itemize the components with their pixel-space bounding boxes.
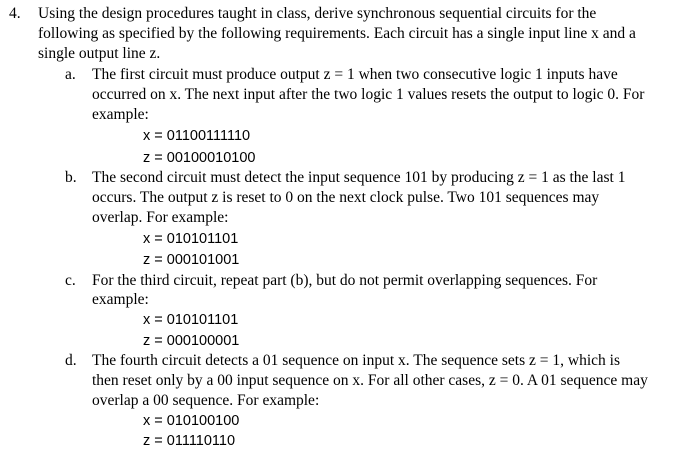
part-a-example-x: x = 01100111110 <box>143 128 251 144</box>
part-c-line-1: For the third circuit, repeat part (b), but do not permit overlapping sequences. For <box>92 272 598 289</box>
question-line-2: following as specified by the following requirements. Each circuit has a single input line x and a <box>38 25 636 42</box>
part-c-example-z: z = 000100001 <box>143 333 240 349</box>
part-d-line-2: then reset only by a 00 input sequence on x. For all other cases, z = 0. A 01 sequence may <box>92 372 648 389</box>
part-a-line-1: The first circuit must produce output z = 1 when two consecutive logic 1 inputs have <box>92 66 618 83</box>
part-c-example-x: x = 010101101 <box>143 312 239 328</box>
part-b-example-x: x = 010101101 <box>143 231 239 247</box>
question-line-3: single output line z. <box>38 45 161 62</box>
part-b-label: b. <box>65 169 77 186</box>
part-d-line-3: overlap a 00 sequence. For example: <box>92 392 320 409</box>
part-a-label: a. <box>65 66 76 83</box>
part-d-example-z: z = 011110110 <box>143 433 236 449</box>
part-b-example-z: z = 000101001 <box>143 252 240 268</box>
question-line-1: Using the design procedures taught in class, derive synchronous sequential circuits for the <box>38 5 597 22</box>
question-number: 4. <box>9 5 21 22</box>
part-c-line-2: example: <box>92 291 149 308</box>
part-d-line-1: The fourth circuit detects a 01 sequence on input x. The sequence sets z = 1, which is <box>92 352 620 369</box>
part-d-label: d. <box>65 352 77 369</box>
part-a-line-3: example: <box>92 106 149 123</box>
part-b-line-3: overlap. For example: <box>92 209 229 226</box>
part-a-line-2: occurred on x. The next input after the two logic 1 values resets the output to logic 0. For <box>92 86 645 103</box>
part-c-label: c. <box>65 272 76 289</box>
part-d-example-x: x = 010100100 <box>143 413 240 429</box>
part-b-line-1: The second circuit must detect the input sequence 101 by producing z = 1 as the last 1 <box>92 169 626 186</box>
part-b-line-2: occurs. The output z is reset to 0 on the next clock pulse. Two 101 sequences may <box>92 189 600 206</box>
part-a-example-z: z = 00100010100 <box>143 150 256 166</box>
